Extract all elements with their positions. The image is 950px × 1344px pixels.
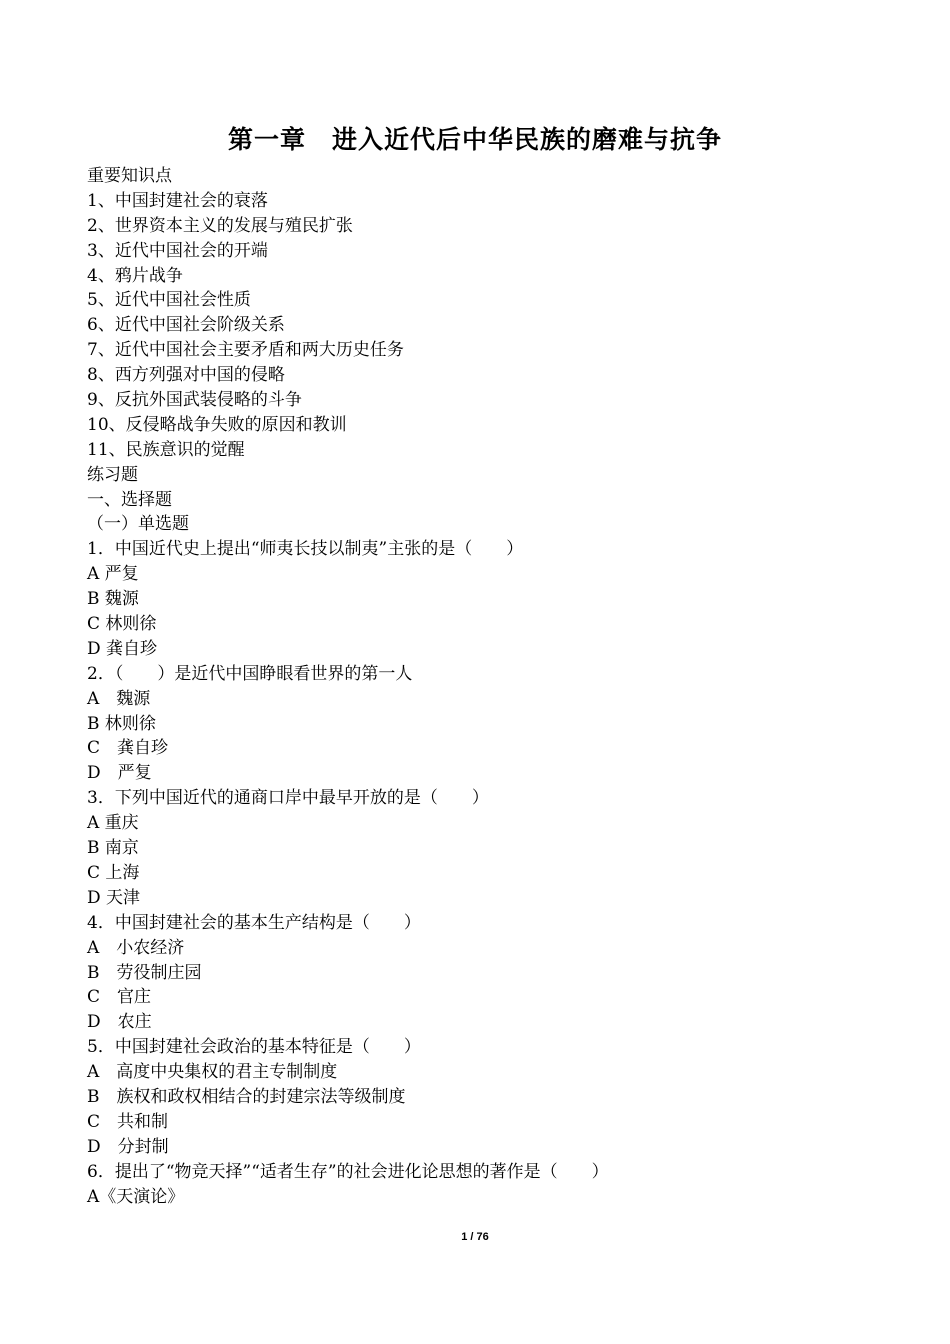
text-line: 6．提出了“物竞天择”“适者生存”的社会进化论思想的著作是（ ） — [87, 1161, 609, 1182]
text-line: 10、反侵略战争失败的原因和教训 — [87, 414, 347, 435]
text-line: 6、近代中国社会阶级关系 — [87, 315, 285, 336]
text-line: C 上海 — [87, 862, 140, 883]
page-number: 1 / 76 — [461, 1231, 489, 1243]
text-line: B 魏源 — [87, 589, 139, 610]
text-line: B 林则徐 — [87, 713, 156, 734]
text-line: A 魏源 — [87, 688, 151, 709]
text-line: B 族权和政权相结合的封建宗法等级制度 — [87, 1086, 406, 1107]
text-line: 4、鸦片战争 — [87, 265, 183, 286]
text-line: C 官庄 — [87, 987, 152, 1008]
text-line: 7、近代中国社会主要矛盾和两大历史任务 — [87, 340, 404, 361]
text-line: A 重庆 — [87, 813, 139, 834]
text-line: D 农庄 — [87, 1012, 152, 1033]
text-line: D 严复 — [87, 763, 152, 784]
text-line: 5．中国封建社会政治的基本特征是（ ） — [87, 1037, 421, 1058]
text-line: 2．（ ）是近代中国睁眼看世界的第一人 — [87, 663, 413, 684]
text-line: 4．中国封建社会的基本生产结构是（ ） — [87, 912, 421, 933]
text-line: C 龚自珍 — [87, 738, 169, 759]
text-line: B 南京 — [87, 838, 139, 859]
text-line: 5、近代中国社会性质 — [87, 290, 251, 311]
text-line: C 林则徐 — [87, 614, 157, 635]
chapter-title: 第一章 进入近代后中华民族的磨难与抗争 — [227, 125, 722, 154]
text-line: A 严复 — [87, 564, 139, 585]
text-line: 11、民族意识的觉醒 — [87, 439, 245, 460]
text-line: 重要知识点 — [87, 166, 172, 186]
text-line: 8、西方列强对中国的侵略 — [87, 365, 285, 386]
text-line: 1．中国近代史上提出“师夷长技以制夷”主张的是（ ） — [87, 539, 524, 560]
text-line: D 龚自珍 — [87, 638, 158, 659]
text-line: A 小农经济 — [87, 937, 185, 958]
text-line: A 高度中央集权的君主专制制度 — [87, 1062, 338, 1083]
text-line: 2、世界资本主义的发展与殖民扩张 — [87, 215, 353, 236]
text-line: 9、反抗外国武装侵略的斗争 — [87, 390, 302, 411]
text-line: B 劳役制庄园 — [87, 962, 202, 983]
text-line: A《天演论》 — [87, 1186, 185, 1207]
text-line: （一）单选题 — [87, 514, 189, 535]
document-body — [87, 164, 887, 1209]
text-line: 1、中国封建社会的衰落 — [87, 190, 268, 211]
text-line: 一、选择题 — [87, 489, 172, 510]
text-line: D 分封制 — [87, 1136, 169, 1157]
text-line: D 天津 — [87, 887, 141, 908]
text-line: 练习题 — [87, 464, 138, 485]
text-line: 3．下列中国近代的通商口岸中最早开放的是（ ） — [87, 788, 489, 809]
text-line: C 共和制 — [87, 1111, 169, 1132]
text-line: 3、近代中国社会的开端 — [87, 240, 268, 261]
